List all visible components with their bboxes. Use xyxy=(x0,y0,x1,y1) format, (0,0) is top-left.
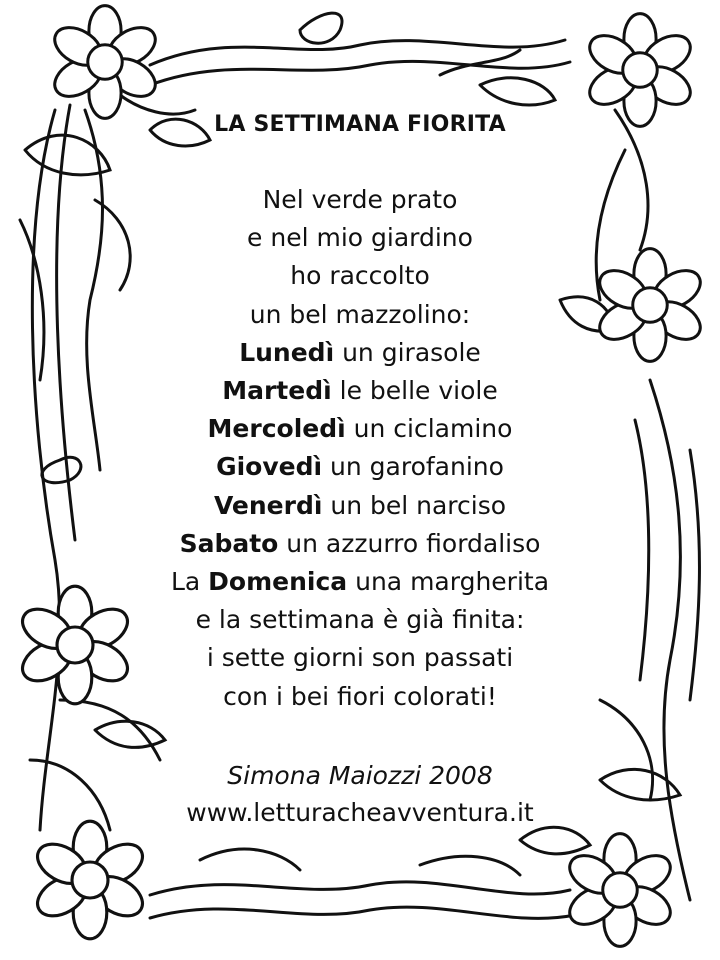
day-name: Venerdì xyxy=(213,490,323,520)
day-name: Lunedì xyxy=(239,337,335,367)
poem-line: ho raccolto xyxy=(290,261,430,291)
day-name: Sabato xyxy=(179,528,279,558)
poem-line-saturday xyxy=(120,525,600,563)
flower-icon xyxy=(16,586,135,704)
flower-icon xyxy=(31,821,150,939)
day-name: Martedì xyxy=(222,376,332,406)
poem-page xyxy=(120,112,600,832)
day-flower: un azzurro fiordaliso xyxy=(278,528,541,558)
day-flower: un garofanino xyxy=(322,452,504,482)
website-link[interactable]: www.letturacheavventura.it xyxy=(186,797,534,827)
poem-line: e nel mio giardino xyxy=(247,223,473,253)
poem-line-wednesday xyxy=(120,410,600,448)
poem-title: LA SETTIMANA FIORITA xyxy=(214,112,506,137)
poem-line: un bel mazzolino: xyxy=(249,299,471,329)
day-name: Domenica xyxy=(208,567,348,597)
day-flower: un girasole xyxy=(334,337,481,367)
poem-line: i sette giorni son passati xyxy=(206,643,514,673)
poem-line-thursday xyxy=(120,448,600,486)
day-flower: le belle viole xyxy=(331,376,498,406)
poem-body xyxy=(120,181,600,716)
poem-line-sunday xyxy=(120,563,600,601)
sunday-prefix: La xyxy=(170,567,209,597)
day-flower: un bel narciso xyxy=(322,490,507,520)
poem-line: Nel verde prato xyxy=(262,185,458,214)
day-flower: una margherita xyxy=(347,567,550,597)
poem-line-friday xyxy=(120,487,600,525)
flower-icon xyxy=(593,249,707,362)
poem-line-tuesday xyxy=(120,372,600,410)
flower-icon xyxy=(583,14,697,127)
poem-line: e la settimana è già finita: xyxy=(195,605,525,635)
day-name: Mercoledì xyxy=(207,414,346,444)
flower-icon xyxy=(48,6,162,119)
day-flower: un ciclamino xyxy=(345,414,513,444)
poem-line: con i bei fiori colorati! xyxy=(223,681,497,711)
poem-line-monday xyxy=(120,334,600,372)
day-name: Giovedì xyxy=(216,452,323,482)
author-credit: Simona Maiozzi 2008 xyxy=(227,760,493,790)
